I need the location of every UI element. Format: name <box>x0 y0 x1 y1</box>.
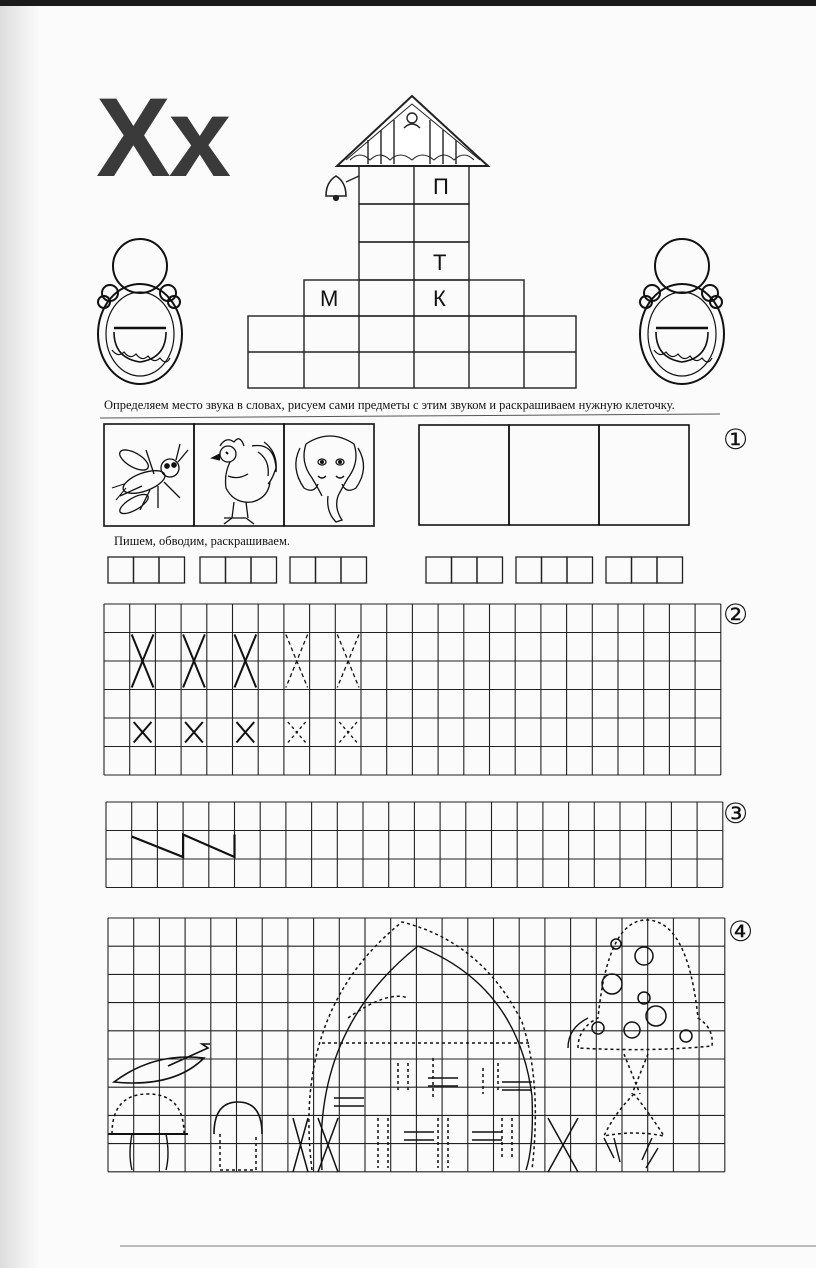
page-title-letter: Хх <box>96 75 229 200</box>
house-letter-m: М <box>320 286 339 311</box>
left-figure-icon <box>98 232 198 392</box>
task3-stroke-grid <box>106 802 726 892</box>
word-scheme-group <box>516 557 593 583</box>
letter-x-small <box>185 722 203 743</box>
word-scheme-cells <box>108 556 708 586</box>
toadstool-icon <box>568 920 712 1168</box>
bell-icon <box>326 176 346 196</box>
rooster-icon <box>212 439 276 524</box>
mushroom-icon <box>214 1102 262 1170</box>
task4-drawing-grid <box>108 918 728 1178</box>
zigzag-stroke-model <box>132 835 235 858</box>
letter-x-small <box>237 722 255 743</box>
task3-grid-lines <box>106 802 723 888</box>
letter-x-small <box>288 722 306 743</box>
house-letter-t: Т <box>433 250 447 275</box>
right-figure-icon <box>640 232 740 392</box>
task1-picture-cards <box>104 424 384 528</box>
house-letter-k: К <box>433 286 446 311</box>
task1-number: ① <box>723 424 749 455</box>
word-scheme-group <box>290 557 367 583</box>
word-scheme-group <box>200 557 277 583</box>
hut-icon <box>309 922 535 1170</box>
task2-grid-lines <box>104 604 721 775</box>
task1-answer-boxes <box>418 424 698 528</box>
letter-x-traces <box>293 1118 578 1172</box>
elephant-icon <box>296 436 364 522</box>
page-bottom-edge <box>120 1245 816 1247</box>
task1-instruction: Определяем место звука в словах, рисуем сами предметы с этим звуком и раскрашиваем нужную клеточку. <box>104 398 675 412</box>
task4-number: ④ <box>728 916 754 947</box>
task2-number: ② <box>723 599 749 630</box>
letter-x-small <box>134 722 152 743</box>
house-letter-p: П <box>433 174 449 199</box>
word-scheme-group <box>426 557 503 583</box>
word-scheme-group <box>606 557 683 583</box>
letter-x-small <box>339 722 357 743</box>
leaf-icon <box>114 1044 210 1083</box>
task3-number: ③ <box>723 798 749 829</box>
task1-underline <box>100 412 740 422</box>
fly-icon <box>112 444 188 517</box>
stump-icon <box>108 1094 188 1170</box>
task2-copy-grid <box>104 604 724 784</box>
task1b-instruction: Пишем, обводим, раскрашиваем. <box>114 534 290 548</box>
word-scheme-group <box>108 557 185 583</box>
